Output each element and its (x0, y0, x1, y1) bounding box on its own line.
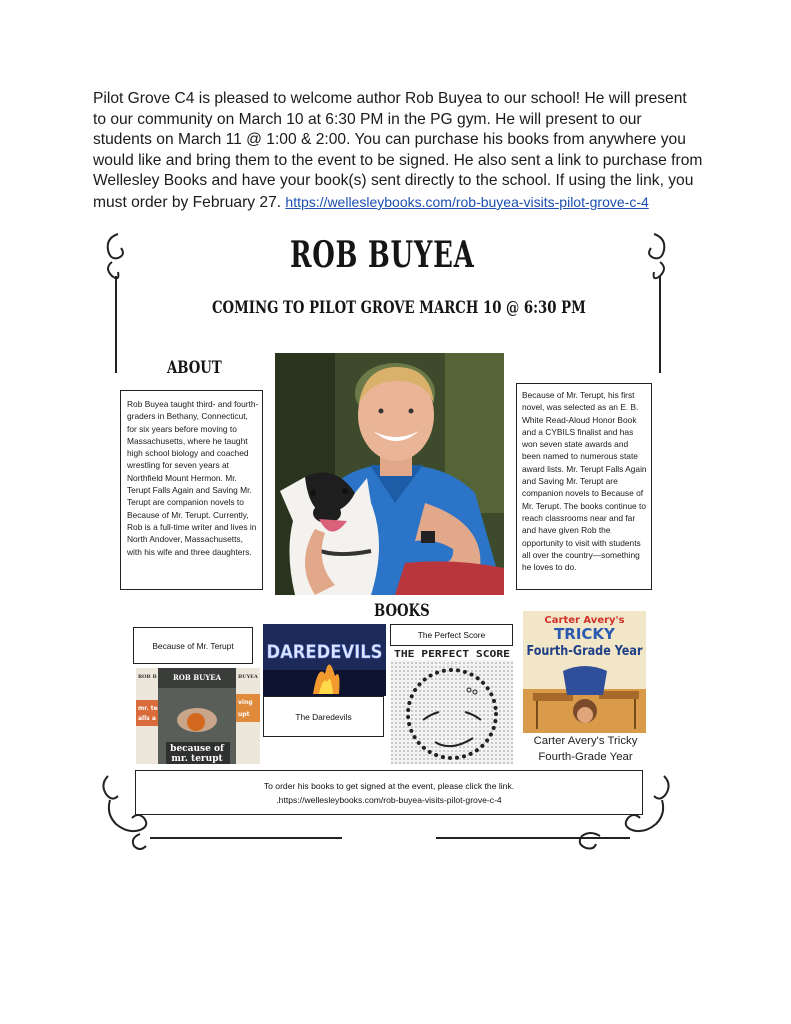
svg-text:Fourth-Grade Year: Fourth-Grade Year (526, 644, 644, 659)
about-text-box (120, 390, 263, 590)
book-cover-carter-avery (523, 611, 646, 733)
book-label-because-of-mr-terupt: Because of Mr. Terupt (133, 627, 253, 664)
book-label-daredevils: The Daredevils (263, 696, 384, 737)
book-cover-daredevils (263, 624, 386, 696)
wellesley-books-link[interactable]: https://wellesleybooks.com/rob-buyea-visits-pilot-grove-c-4 (285, 193, 649, 210)
svg-text:THE PERFECT SCORE: THE PERFECT SCORE (394, 649, 510, 660)
order-link[interactable]: .https://wellesleybooks.com/rob-buyea-visits-pilot-grove-c-4 (276, 794, 502, 805)
svg-text:DAREDEVILS: DAREDEVILS (266, 641, 383, 663)
svg-text:upt: upt (238, 711, 250, 718)
book-label-carter-avery: Carter Avery's Tricky Fourth-Grade Year (533, 735, 638, 763)
intro-paragraph (93, 89, 703, 214)
books-heading: BOOKS (374, 601, 430, 621)
flyer-subtitle: COMING TO PILOT GROVE MARCH 10 @ 6:30 PM (212, 298, 586, 318)
order-instructions: To order his books to get signed at the event, please click the link. (263, 780, 515, 791)
svg-text:alls a: alls a (138, 715, 156, 722)
about-heading: ABOUT (167, 358, 222, 378)
author-photo (275, 353, 504, 595)
svg-text:ROB BUYEA: ROB BUYEA (172, 673, 222, 682)
svg-text:ROB B: ROB B (138, 674, 157, 680)
svg-text:because of: because of (170, 744, 224, 754)
about-text: Rob Buyea taught third- and fourth-graders in Bethany, Connecticut, for six years before moving to Massachusetts, where he taught high school biology and coached wrestling for seven years at Northfield Mount Hermon. Mr. Terupt Falls Again and Saving Mr. Terupt are companion novels to Because of Mr. Terupt. Currently, Rob is a full-time writer and lives in North Andover, Massachusetts, with his wife and three daughters. (127, 399, 259, 557)
book-cover-perfect-score (391, 646, 513, 764)
svg-text:BUYEA: BUYEA (238, 674, 258, 680)
awards-text-box (516, 383, 652, 590)
svg-text:TRICKY: TRICKY (554, 625, 615, 643)
intro-text: Pilot Grove C4 is pleased to welcome author Rob Buyea to our school! He will present to our community on March 10 at 6:30 PM in the PG gym. He will present to our students on March 11 @ 1:00 & 2:00. You can purchase his books from anywhere you would like and bring them to the event to be signed. He also sent a link to purchase from Wellesley Books and have your book(s) sent directly to the school. If using the link, you must order by February 27. (93, 90, 703, 211)
svg-text:Carter Avery's: Carter Avery's (544, 615, 625, 626)
awards-text: Because of Mr. Terupt, his first novel, was selected as an E. B. White Read-Aloud Honor Book and a CYBILS finalist and has won seven state awards and been named to numerous state award lists. Mr. Terupt Falls Again and Saving Mr. Terupt are companion novels to Because of Mr. Terupt. The books continue to reach classrooms near and far and have given Rob the opportunity to visit with students all over the country—something he loves to do. (522, 390, 647, 573)
svg-text:mr. terupt: mr. terupt (171, 754, 223, 764)
svg-text:ving: ving (238, 699, 253, 706)
flyer-title: ROB BUYEA (290, 234, 475, 276)
book-label-perfect-score: The Perfect Score (390, 624, 513, 646)
order-info-box (135, 770, 643, 815)
svg-text:mr. te: mr. te (138, 705, 158, 712)
book-cover-because-of-mr-terupt (136, 668, 260, 764)
